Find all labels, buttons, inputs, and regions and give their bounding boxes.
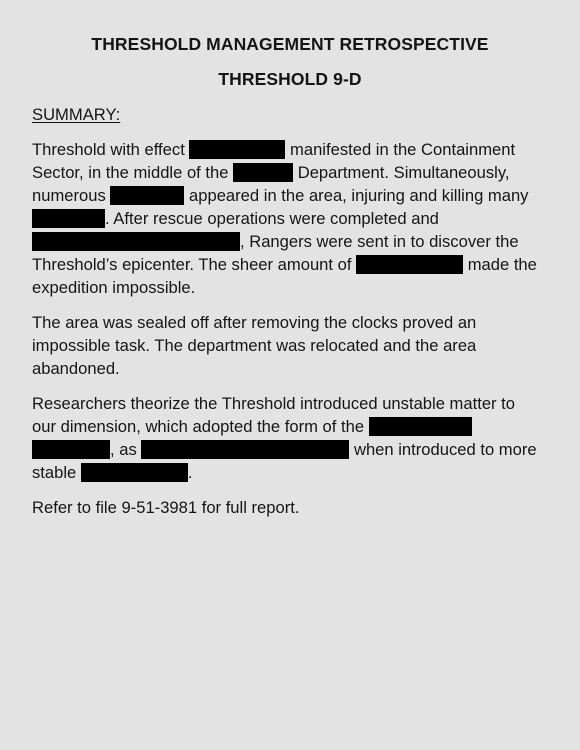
text-line bbox=[32, 253, 560, 276]
summary-paragraph-2 bbox=[32, 311, 560, 380]
redaction-bar bbox=[356, 255, 463, 274]
text-fragment: appeared in the area, injuring and killing many bbox=[184, 186, 529, 205]
redaction-bar bbox=[141, 440, 349, 459]
redaction-bar bbox=[189, 140, 285, 159]
text-line: The area was sealed off after removing the clocks proved an bbox=[32, 313, 477, 332]
text-fragment: our dimension, which adopted the form of the bbox=[32, 417, 369, 436]
text-fragment: Sector, in the middle of the bbox=[32, 163, 234, 182]
summary-paragraph-3 bbox=[32, 392, 560, 484]
text-fragment: made the bbox=[463, 255, 537, 274]
text-fragment: Threshold with effect bbox=[32, 140, 190, 159]
text-line bbox=[32, 161, 560, 184]
text-line bbox=[32, 230, 560, 253]
text-line bbox=[32, 138, 560, 161]
text-fragment: expedition impossible. bbox=[32, 278, 196, 297]
redaction-bar bbox=[369, 417, 472, 436]
redaction-bar bbox=[32, 440, 110, 459]
text-line bbox=[32, 184, 560, 207]
text-fragment: . bbox=[187, 463, 193, 482]
text-line bbox=[32, 276, 560, 299]
document-subtitle: THRESHOLD 9-D bbox=[218, 69, 362, 89]
redaction-bar bbox=[32, 209, 105, 228]
text-fragment: numerous bbox=[32, 186, 111, 205]
text-line: abandoned. bbox=[32, 359, 120, 378]
summary-paragraph-4 bbox=[32, 496, 560, 519]
text-fragment: , Rangers were sent in to discover the bbox=[240, 232, 519, 251]
text-fragment: . After rescue operations were completed and bbox=[105, 209, 439, 228]
redaction-bar bbox=[110, 186, 184, 205]
text-fragment: manifested in the Containment bbox=[285, 140, 516, 159]
text-fragment: Department. Simultaneously, bbox=[293, 163, 510, 182]
text-line bbox=[32, 415, 560, 438]
text-line: impossible task. The department was relocated and the area bbox=[32, 336, 477, 355]
text-fragment: when introduced to more bbox=[349, 440, 537, 459]
summary-heading: SUMMARY: bbox=[32, 105, 121, 124]
redaction-bar bbox=[81, 463, 188, 482]
text-fragment: Threshold’s epicenter. The sheer amount of bbox=[32, 255, 357, 274]
redaction-bar bbox=[233, 163, 293, 182]
text-line: Researchers theorize the Threshold introduced unstable matter to bbox=[32, 394, 516, 413]
document-title: THRESHOLD MANAGEMENT RETROSPECTIVE bbox=[91, 34, 489, 54]
text-fragment: , as bbox=[110, 440, 142, 459]
text-line bbox=[32, 438, 560, 461]
summary-paragraph-1 bbox=[32, 138, 560, 299]
text-fragment: stable bbox=[32, 463, 81, 482]
text-line bbox=[32, 461, 560, 484]
redaction-bar bbox=[32, 232, 240, 251]
text-line bbox=[32, 207, 560, 230]
file-reference: Refer to file 9-51-3981 for full report. bbox=[32, 498, 300, 517]
